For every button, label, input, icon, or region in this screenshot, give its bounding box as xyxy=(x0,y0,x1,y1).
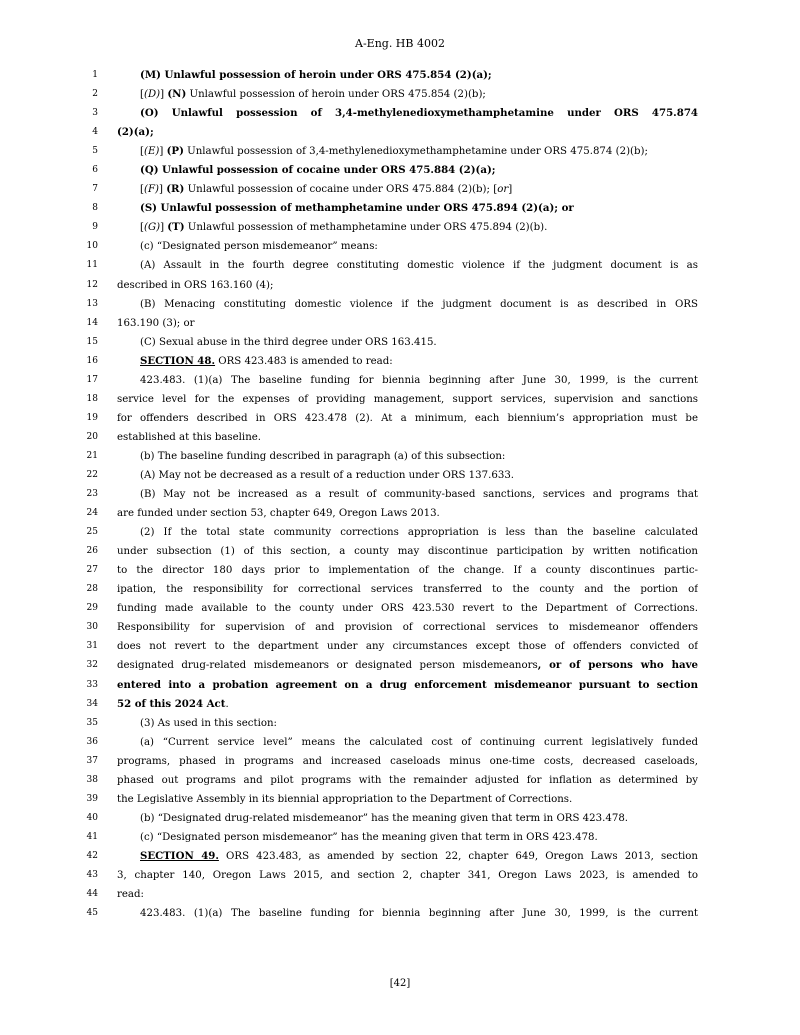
line-text xyxy=(140,333,698,352)
page-number: [42] xyxy=(389,978,411,989)
line-number: 4 xyxy=(92,127,98,138)
document-line xyxy=(0,542,800,561)
line-number: 19 xyxy=(86,412,98,423)
text-segment: (P) xyxy=(166,145,184,158)
text-segment: (c) “Designated person misdemeanor” means: xyxy=(140,241,378,253)
text-segment: (b) The baseline funding described in paragraph (a) of this subsection: xyxy=(140,450,506,462)
text-segment: [ xyxy=(140,222,144,234)
line-text xyxy=(117,542,698,561)
line-number: 5 xyxy=(92,146,98,157)
document-line xyxy=(0,809,800,828)
document-line xyxy=(0,752,800,771)
text-segment: (O) Unlawful possession of 3,4-methylenedioxymethamphetamine under ORS 475.874 xyxy=(140,107,698,120)
text-segment: (c) “Designated person misdemeanor” has the meaning given that term in ORS 423.478. xyxy=(140,831,598,843)
document-line xyxy=(0,828,800,847)
line-text xyxy=(117,561,698,580)
line-number: 16 xyxy=(86,355,98,366)
line-text xyxy=(117,637,698,656)
document-line xyxy=(0,866,800,885)
text-segment: the Legislative Assembly in its biennial appropriation to the Department of Corrections. xyxy=(117,793,573,805)
document-line xyxy=(0,237,800,256)
line-number: 8 xyxy=(92,203,98,214)
line-number: 21 xyxy=(86,450,98,461)
line-text xyxy=(117,599,698,618)
line-text xyxy=(140,237,698,256)
document-line xyxy=(0,199,800,218)
line-text xyxy=(117,123,698,142)
document-line xyxy=(0,371,800,390)
line-text xyxy=(117,276,698,295)
text-segment: ] xyxy=(160,222,168,234)
document-line xyxy=(0,218,800,237)
line-text xyxy=(140,85,698,104)
text-segment: 163.190 (3); or xyxy=(117,317,195,329)
line-number: 10 xyxy=(86,241,98,252)
document-line xyxy=(0,447,800,466)
document-line xyxy=(0,256,800,275)
document-line xyxy=(0,85,800,104)
line-text xyxy=(140,295,698,314)
document-line xyxy=(0,295,800,314)
line-text xyxy=(117,656,698,675)
text-segment: (N) xyxy=(167,88,187,101)
text-segment: described in ORS 163.160 (4); xyxy=(117,279,274,291)
text-segment: programs, phased in programs and increased caseloads minus one-time costs, decreased caseloads, xyxy=(117,755,698,767)
text-segment: SECTION 49. xyxy=(140,849,219,862)
text-segment: 423.483. (1)(a) The baseline funding for biennia beginning after June 30, 1999, is the current xyxy=(140,908,698,920)
line-number: 25 xyxy=(86,527,98,538)
document-line xyxy=(0,561,800,580)
line-number: 9 xyxy=(92,222,98,233)
line-number: 11 xyxy=(86,260,98,271)
line-text xyxy=(140,256,698,275)
line-text xyxy=(117,409,698,428)
line-number: 34 xyxy=(86,698,98,709)
line-text xyxy=(140,161,698,180)
line-text xyxy=(140,142,698,161)
line-text xyxy=(140,485,698,504)
text-segment: ] xyxy=(160,89,168,101)
line-text xyxy=(140,714,698,733)
text-segment: [ xyxy=(140,89,144,101)
line-text xyxy=(117,885,698,904)
line-text xyxy=(140,66,698,85)
document-line xyxy=(0,314,800,333)
document-line xyxy=(0,123,800,142)
line-text xyxy=(117,618,698,637)
text-segment: Unlawful possession of methamphetamine under ORS 475.894 (2)(b). xyxy=(184,222,548,234)
text-segment: 52 of this 2024 Act xyxy=(117,697,226,710)
text-segment: (B) Menacing constituting domestic violence if the judgment document is as described in ORS xyxy=(140,298,698,310)
line-number: 45 xyxy=(86,908,98,919)
line-number: 6 xyxy=(92,165,98,176)
line-text xyxy=(140,199,698,218)
line-number: 14 xyxy=(86,317,98,328)
line-text xyxy=(117,314,698,333)
text-segment: entered into a probation agreement on a drug enforcement misdemeanor pursuant to section xyxy=(117,678,698,691)
page-header: A-Eng. HB 4002 xyxy=(355,37,445,50)
line-number: 43 xyxy=(86,869,98,880)
document-line xyxy=(0,180,800,199)
text-segment: (S) Unlawful possession of methamphetamine under ORS 475.894 (2)(a); or xyxy=(140,202,574,215)
text-segment: SECTION 48. xyxy=(140,354,216,367)
line-number: 2 xyxy=(92,89,98,100)
document-line xyxy=(0,142,800,161)
line-text xyxy=(117,390,698,409)
document-line xyxy=(0,333,800,352)
line-text xyxy=(140,218,698,237)
line-number: 7 xyxy=(92,184,98,195)
text-segment: [ xyxy=(140,184,144,196)
text-segment: Responsibility for supervision of and provision of correctional services to misdemeanor offenders xyxy=(117,622,698,634)
text-segment: (2)(a); xyxy=(117,126,154,139)
line-number: 12 xyxy=(86,279,98,290)
text-segment: (3) As used in this section: xyxy=(140,717,277,729)
document-body xyxy=(0,66,800,923)
line-text xyxy=(140,523,698,542)
line-number: 33 xyxy=(86,679,98,690)
text-segment: established at this baseline. xyxy=(117,431,262,443)
line-text xyxy=(140,809,698,828)
line-number: 27 xyxy=(86,565,98,576)
text-segment: 3, chapter 140, Oregon Laws 2015, and section 2, chapter 341, Oregon Laws 2023, is amended to xyxy=(117,869,698,881)
line-text xyxy=(117,790,698,809)
text-segment: designated drug-related misdemeanors or designated person misdemeanors xyxy=(117,660,538,672)
text-segment: (T) xyxy=(167,221,185,234)
line-number: 1 xyxy=(92,70,98,80)
line-text xyxy=(117,676,698,695)
text-segment: funding made available to the county under ORS 423.530 revert to the Department of Corrections. xyxy=(117,603,698,615)
text-segment: ] xyxy=(508,184,513,196)
line-text xyxy=(140,466,698,485)
line-number: 23 xyxy=(86,489,98,500)
document-line xyxy=(0,733,800,752)
line-text xyxy=(140,447,698,466)
text-segment: (F) xyxy=(143,184,160,196)
line-text xyxy=(140,352,698,371)
text-segment: to the director 180 days prior to implementation of the change. If a county discontinues partic- xyxy=(117,565,698,577)
line-text xyxy=(140,733,698,752)
line-number: 3 xyxy=(92,108,98,119)
document-line xyxy=(0,428,800,447)
text-segment: (D) xyxy=(143,89,161,101)
text-segment: Unlawful possession of heroin under ORS 475.854 (2)(b); xyxy=(186,89,486,101)
line-text xyxy=(117,580,698,599)
text-segment: 423.483. (1)(a) The baseline funding for biennia beginning after June 30, 1999, is the current xyxy=(140,374,698,386)
line-number: 31 xyxy=(86,641,98,652)
text-segment: [ xyxy=(140,146,144,158)
line-number: 30 xyxy=(86,622,98,633)
document-line xyxy=(0,580,800,599)
text-segment: are funded under section 53, chapter 649, Oregon Laws 2013. xyxy=(117,508,440,520)
line-number: 36 xyxy=(86,736,98,747)
document-line xyxy=(0,618,800,637)
line-number: 37 xyxy=(86,755,98,766)
line-number: 15 xyxy=(86,336,98,347)
line-text xyxy=(140,371,698,390)
line-number: 28 xyxy=(86,584,98,595)
line-text xyxy=(117,504,698,523)
line-number: 41 xyxy=(86,831,98,842)
document-line xyxy=(0,656,800,675)
line-number: 20 xyxy=(86,431,98,442)
document-line xyxy=(0,904,800,923)
document-line xyxy=(0,847,800,866)
document-line xyxy=(0,676,800,695)
text-segment: does not revert to the department under any circumstances except those of offenders convicted of xyxy=(117,641,698,653)
line-number: 22 xyxy=(86,469,98,480)
line-number: 17 xyxy=(86,374,98,385)
text-segment: (2) If the total state community corrections appropriation is less than the baseline calculated xyxy=(140,527,698,539)
text-segment: (A) May not be decreased as a result of a reduction under ORS 137.633. xyxy=(140,469,515,481)
line-number: 29 xyxy=(86,603,98,614)
text-segment: (Q) Unlawful possession of cocaine under ORS 475.884 (2)(a); xyxy=(140,164,496,177)
text-segment: service level for the expenses of providing management, support services, supervision and sanctions xyxy=(117,393,698,405)
document-line xyxy=(0,409,800,428)
document-line xyxy=(0,885,800,904)
document-line xyxy=(0,66,800,85)
line-number: 18 xyxy=(86,393,98,404)
text-segment: (G) xyxy=(143,222,161,234)
text-segment: phased out programs and pilot programs with the remainder adjusted for inflation as determined by xyxy=(117,774,698,786)
document-line xyxy=(0,523,800,542)
line-number: 38 xyxy=(86,774,98,785)
line-number: 42 xyxy=(86,850,98,861)
line-number: 44 xyxy=(86,889,98,900)
line-number: 39 xyxy=(86,793,98,804)
document-line xyxy=(0,504,800,523)
line-text xyxy=(117,771,698,790)
text-segment: or xyxy=(497,184,509,196)
document-line xyxy=(0,104,800,123)
text-segment: (a) “Current service level” means the calculated cost of continuing current legislatively funded xyxy=(140,736,698,748)
document-line xyxy=(0,466,800,485)
text-segment: (R) xyxy=(166,183,185,196)
text-segment: for offenders described in ORS 423.478 (2). At a minimum, each biennium’s appropriation must be xyxy=(117,412,698,424)
text-segment: ] xyxy=(159,146,167,158)
line-text xyxy=(140,104,698,123)
line-text xyxy=(117,428,698,447)
document-line xyxy=(0,599,800,618)
line-number: 26 xyxy=(86,546,98,557)
text-segment: (b) “Designated drug-related misdemeanor” has the meaning given that term in ORS 423.478. xyxy=(140,812,629,824)
text-segment: ORS 423.483, as amended by section 22, chapter 649, Oregon Laws 2013, section xyxy=(218,850,698,862)
text-segment: (B) May not be increased as a result of community-based sanctions, services and programs that xyxy=(140,489,698,501)
text-segment: (C) Sexual abuse in the third degree under ORS 163.415. xyxy=(140,336,437,348)
text-segment: (E) xyxy=(143,146,160,158)
text-segment: under subsection (1) of this section, a county may discontinue participation by written notification xyxy=(117,546,698,558)
text-segment: (A) Assault in the fourth degree constituting domestic violence if the judgment document is as xyxy=(140,260,698,272)
text-segment: ] xyxy=(159,184,167,196)
text-segment: Unlawful possession of 3,4-methylenedioxymethamphetamine under ORS 475.874 (2)(b); xyxy=(183,146,648,158)
line-text xyxy=(140,904,698,923)
line-text xyxy=(140,180,698,199)
text-segment: ORS 423.483 is amended to read: xyxy=(215,355,393,367)
text-segment: , or of persons who have xyxy=(537,659,698,672)
text-segment: (M) Unlawful possession of heroin under ORS 475.854 (2)(a); xyxy=(140,69,492,81)
document-line xyxy=(0,276,800,295)
document-line xyxy=(0,695,800,714)
document-line xyxy=(0,714,800,733)
line-number: 35 xyxy=(86,717,98,728)
document-line xyxy=(0,161,800,180)
document-line xyxy=(0,352,800,371)
text-segment: . xyxy=(225,698,229,710)
text-segment: ipation, the responsibility for correctional services transferred to the county and the portion of xyxy=(117,584,698,596)
line-text xyxy=(117,866,698,885)
line-text xyxy=(117,752,698,771)
line-number: 13 xyxy=(86,298,98,309)
line-text xyxy=(117,695,698,714)
line-number: 24 xyxy=(86,508,98,519)
document-line xyxy=(0,637,800,656)
line-text xyxy=(140,828,698,847)
document-line xyxy=(0,390,800,409)
document-line xyxy=(0,790,800,809)
line-number: 32 xyxy=(86,660,98,671)
text-segment: read: xyxy=(117,889,144,901)
text-segment: Unlawful possession of cocaine under ORS 475.884 (2)(b); [ xyxy=(184,184,498,196)
line-text xyxy=(140,847,698,866)
line-number: 40 xyxy=(86,812,98,823)
document-line xyxy=(0,771,800,790)
document-line xyxy=(0,485,800,504)
